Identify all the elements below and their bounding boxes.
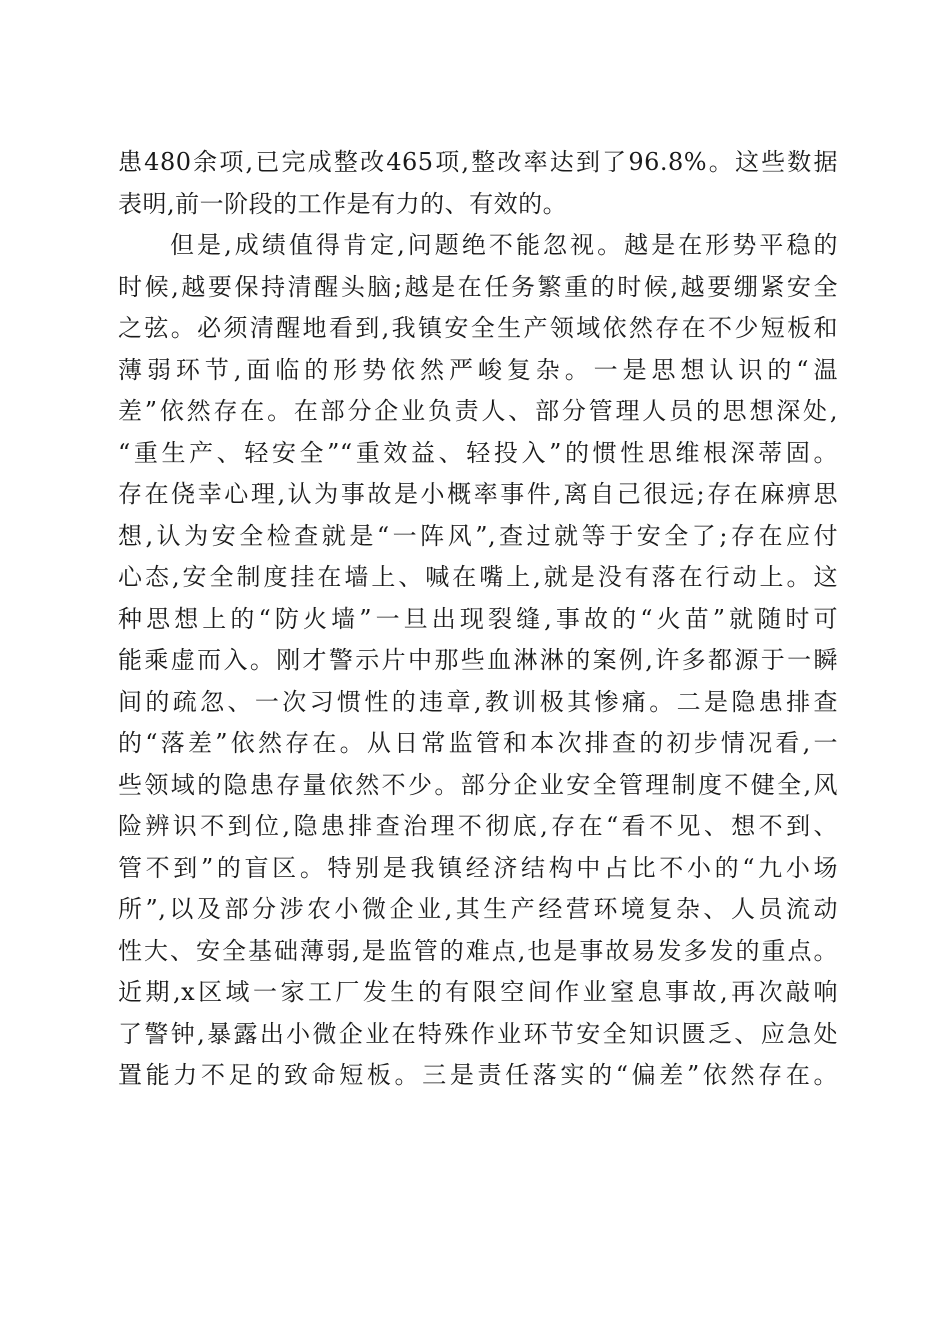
text-line: 所”,以及部分涉农小微企业,其生产经营环境复杂、人员流动 [118,895,838,923]
text-line: 能乘虚而入。刚才警示片中那些血淋淋的案例,许多都源于一瞬 [118,646,838,674]
text-line: 薄弱环节,面临的形势依然严峻复杂。一是思想认识的“温 [118,355,838,384]
text-line: 险辨识不到位,隐患排查治理不彻底,存在“看不见、想不到、 [118,812,838,840]
body-text [118,142,838,1097]
text-line: 的“落差”依然存在。从日常监管和本次排查的初步情况看,一 [118,729,838,757]
text-line: 存在侥幸心理,认为事故是小概率事件,离自己很远;存在麻痹思 [118,480,838,508]
text-line: 之弦。必须清醒地看到,我镇安全生产领域依然存在不少短板和 [118,314,838,342]
text-line: 些领域的隐患存量依然不少。部分企业安全管理制度不健全,风 [118,770,838,799]
text-line: “重生产、轻安全”“重效益、轻投入”的惯性思维根深蒂固。 [118,438,838,467]
text-line: 间的疏忽、一次习惯性的违章,教训极其惨痛。二是隐患排查 [118,687,838,716]
text-line: 了警钟,暴露出小微企业在特殊作业环节安全知识匮乏、应急处 [118,1019,838,1048]
text-line: 管不到”的盲区。特别是我镇经济结构中占比不小的“九小场 [118,853,838,882]
text-line: 置能力不足的致命短板。三是责任落实的“偏差”依然存在。 [118,1061,838,1089]
text-line: 性大、安全基础薄弱,是监管的难点,也是事故易发多发的重点。 [118,936,838,965]
text-line: 时候,越要保持清醒头脑;越是在任务繁重的时候,越要绷紧安全 [118,272,838,301]
text-line: 种思想上的“防火墙”一旦出现裂缝,事故的“火苗”就随时可 [118,604,838,633]
paragraph-start-line: 但是,成绩值得肯定,问题绝不能忽视。越是在形势平稳的 [170,231,838,259]
text-line: 表明,前一阶段的工作是有力的、有效的。 [118,189,568,218]
text-line: 近期,x区域一家工厂发生的有限空间作业窒息事故,再次敲响 [118,978,838,1006]
text-line: 差”依然存在。在部分企业负责人、部分管理人员的思想深处, [118,397,838,425]
text-line: 想,认为安全检查就是“一阵风”,查过就等于安全了;存在应付 [118,521,838,550]
text-line: 患480余项,已完成整改465项,整改率达到了96.8%。这些数据 [118,148,838,176]
text-line: 心态,安全制度挂在墙上、喊在嘴上,就是没有落在行动上。这 [118,563,838,591]
